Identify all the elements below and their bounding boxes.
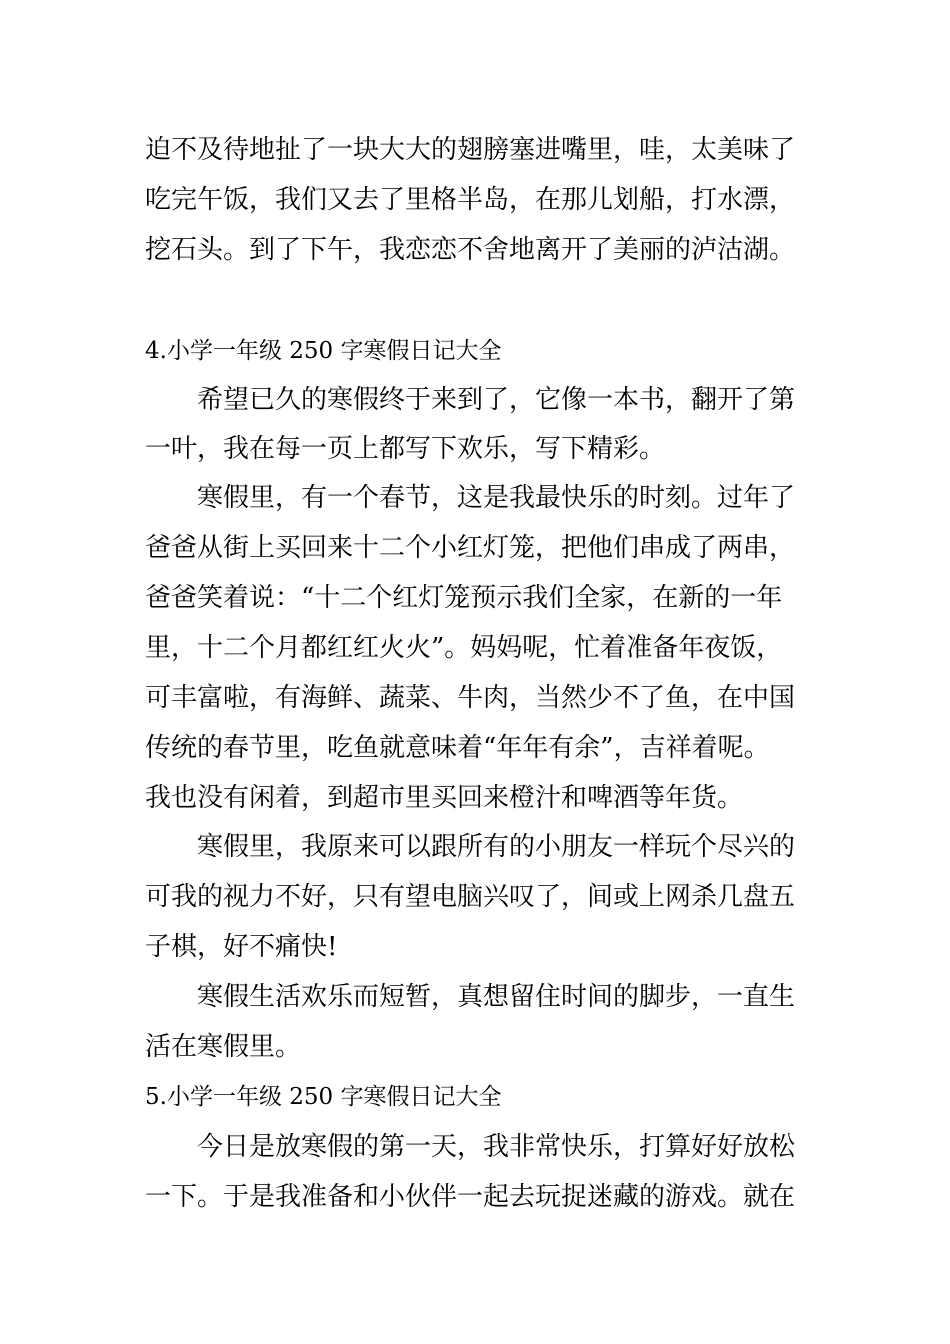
text-line: 挖石头。到了下午，我恋恋不舍地离开了美丽的泸沽湖。: [145, 235, 796, 265]
text-line: 一叶，我在每一页上都写下欢乐，写下精彩。: [145, 434, 666, 464]
text-line: 可我的视力不好，只有望电脑兴叹了，间或上网杀几盘五: [145, 882, 796, 912]
text-line: 一下。于是我准备和小伙伴一起去玩捉迷藏的游戏。就在: [145, 1182, 796, 1212]
text-line: 我也没有闲着，到超市里买回来橙汁和啤酒等年货。: [145, 783, 744, 813]
text-line: 爸爸笑着说：“十二个红灯笼预示我们全家，在新的一年: [145, 583, 783, 613]
text-line: 寒假里，有一个春节，这是我最快乐的时刻。过年了: [197, 483, 796, 513]
text-line: 里，十二个月都红红火火”。妈妈呢，忙着准备年夜饭，: [145, 633, 783, 663]
section-heading-5: 5.小学一年级 250 字寒假日记大全: [145, 1084, 502, 1110]
text-line: 子棋，好不痛快!: [145, 932, 338, 962]
text-line: 传统的春节里，吃鱼就意味着“年年有余”，吉祥着呢。: [145, 733, 770, 763]
text-line: 迫不及待地扯了一块大大的翅膀塞进嘴里，哇，太美味了: [145, 135, 796, 165]
text-line: 可丰富啦，有海鲜、蔬菜、牛肉，当然少不了鱼，在中国: [145, 683, 796, 713]
text-line: 今日是放寒假的第一天，我非常快乐，打算好好放松: [197, 1132, 796, 1162]
text-line: 寒假里，我原来可以跟所有的小朋友一样玩个尽兴的: [197, 832, 796, 862]
section-heading-4: 4.小学一年级 250 字寒假日记大全: [145, 338, 502, 364]
text-line: 希望已久的寒假终于来到了，它像一本书，翻开了第: [197, 385, 796, 415]
text-line: 活在寒假里。: [145, 1032, 302, 1062]
text-line: 寒假生活欢乐而短暂，真想留住时间的脚步，一直生: [197, 982, 796, 1012]
text-line: 吃完午饭，我们又去了里格半岛，在那儿划船，打水漂，: [145, 185, 796, 215]
text-line: 爸爸从街上买回来十二个小红灯笼，把他们串成了两串，: [145, 533, 796, 563]
